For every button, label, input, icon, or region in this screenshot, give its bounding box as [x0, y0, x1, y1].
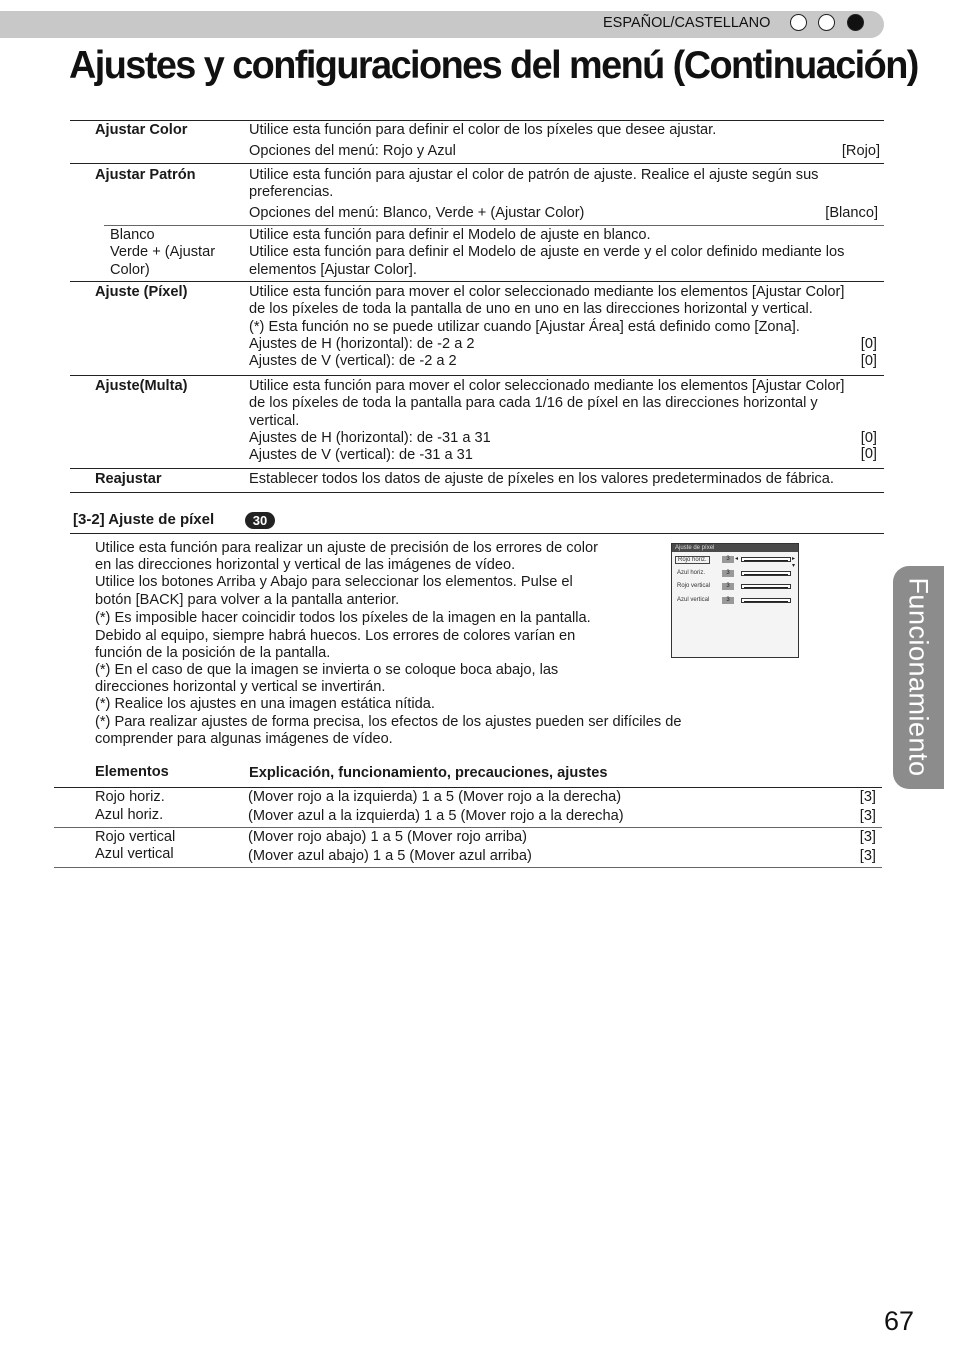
row-desc: preferencias. — [249, 184, 334, 200]
table-row-desc: (Mover rojo abajo) 1 a 5 (Mover rojo arriba) — [248, 829, 528, 845]
page-title: Ajustes y configuraciones del menú (Continuación) — [69, 44, 918, 87]
row-range: Ajustes de V (vertical): de -2 a 2 — [249, 353, 457, 369]
row-options: Opciones del menú: Rojo y Azul — [249, 143, 456, 159]
paragraph-line: comprender para algunas imágenes de vídeo. — [95, 731, 393, 747]
row-desc: Utilice esta función para definir el color de los píxeles que desee ajustar. — [249, 122, 717, 138]
section-side-tab — [893, 566, 944, 789]
paragraph-line: (*) Para realizar ajustes de forma precisa, los efectos de los ajustes pueden ser difíciles de — [95, 714, 682, 730]
row-default: [0] — [860, 446, 877, 462]
table-row-desc: (Mover azul abajo) 1 a 5 (Mover azul arriba) — [248, 848, 532, 864]
circle-indicator-1 — [790, 14, 807, 31]
row-default: [0] — [860, 353, 877, 369]
row-desc: Utilice esta función para mover el color seleccionado mediante los elementos [Ajustar Color] — [249, 284, 845, 300]
osd-item-value: 3 — [722, 583, 734, 590]
osd-item-value: 3 — [722, 597, 734, 604]
section-rule — [70, 533, 884, 534]
row-divider — [70, 281, 884, 282]
row-default: [0] — [860, 430, 877, 446]
osd-item-label: Azul horiz. — [677, 570, 706, 576]
sub-desc: elementos [Ajustar Color]. — [249, 262, 417, 278]
row-divider — [70, 163, 884, 164]
paragraph-line: (*) Es imposible hacer coincidir todos los píxeles de la imagen en la pantalla. — [95, 610, 591, 626]
osd-menu-title: Ajuste de píxel — [672, 544, 798, 552]
row-default: [0] — [860, 336, 877, 352]
row-divider — [70, 375, 884, 376]
row-desc: Establecer todos los datos de ajuste de píxeles en los valores predeterminados de fábrica. — [249, 471, 834, 487]
row-default: [Rojo] — [841, 143, 880, 159]
page-reference-badge: 30 — [245, 512, 275, 529]
osd-item-label: Azul vertical — [677, 597, 710, 603]
language-label: ESPAÑOL/CASTELLANO — [603, 15, 771, 31]
section-heading: [3-2] Ajuste de píxel — [73, 511, 215, 528]
table-row-item: Azul vertical — [95, 846, 174, 862]
osd-item-label: Rojo horiz. — [675, 556, 710, 564]
row-label-ajuste-multa: Ajuste(Multa) — [95, 378, 188, 394]
paragraph-line: (*) En el caso de que la imagen se invierta o se coloque boca abajo, las — [95, 662, 559, 678]
table-header-elementos: Elementos — [95, 764, 169, 780]
sub-desc: Utilice esta función para definir el Modelo de ajuste en blanco. — [249, 227, 651, 243]
circle-indicator-3-filled — [847, 14, 864, 31]
down-arrow-icon: ▾ — [792, 563, 796, 569]
row-label-ajustar-color: Ajustar Color — [95, 122, 188, 138]
paragraph-line: direcciones horizontal y vertical se invertirán. — [95, 679, 386, 695]
row-desc: Utilice esta función para mover el color seleccionado mediante los elementos [Ajustar Color] — [249, 378, 845, 394]
table-row-item: Azul horiz. — [95, 807, 164, 823]
right-arrow-icon: ▸ — [792, 556, 796, 562]
paragraph-line: en las direcciones horizontal y vertical de las imágenes de vídeo. — [95, 557, 516, 573]
table-top-rule — [70, 120, 884, 121]
row-divider — [70, 468, 884, 469]
row-note: (*) Esta función no se puede utilizar cuando [Ajustar Área] está definido como [Zona]. — [249, 319, 800, 335]
page-number: 67 — [884, 1306, 915, 1336]
row-default: [Blanco] — [825, 205, 878, 221]
table-row-item: Rojo horiz. — [95, 789, 165, 805]
row-range: Ajustes de H (horizontal): de -31 a 31 — [249, 430, 491, 446]
row-desc: de los píxeles de toda la pantalla de uno en uno en las direcciones horizontal y vertical. — [249, 301, 813, 317]
table-bottom-rule — [70, 492, 884, 493]
row-label-ajuste-pixel: Ajuste (Píxel) — [95, 284, 188, 300]
row-label-reajustar: Reajustar — [95, 471, 162, 487]
row-desc: Utilice esta función para ajustar el color de patrón de ajuste. Realice el ajuste según sus — [249, 167, 819, 183]
osd-slider — [741, 584, 791, 589]
paragraph-line: Utilice esta función para realizar un ajuste de precisión de los errores de color — [95, 540, 598, 556]
left-arrow-icon: ◂ — [735, 556, 739, 562]
paragraph-line: función de la posición de la pantalla. — [95, 645, 331, 661]
table-row-default: [3] — [859, 829, 876, 845]
sub-row-divider — [104, 225, 884, 226]
table-header-explicacion: Explicación, funcionamiento, precauciones, ajustes — [249, 765, 608, 781]
row-label-ajustar-patron: Ajustar Patrón — [95, 167, 196, 183]
sub-desc: Utilice esta función para definir el Modelo de ajuste en verde y el color definido mediante los — [249, 244, 845, 260]
table-row-default: [3] — [859, 789, 876, 805]
paragraph-line: botón [BACK] para volver a la pantalla anterior. — [95, 592, 400, 608]
side-tab-label: Funcionamiento — [903, 577, 934, 777]
osd-menu-screenshot — [671, 543, 799, 658]
table-row-default: [3] — [859, 848, 876, 864]
osd-item-label: Rojo vertical — [677, 583, 711, 589]
osd-item-value: 3 — [722, 570, 734, 577]
table-row-desc: (Mover azul a la izquierda) 1 a 5 (Mover rojo a la derecha) — [248, 808, 624, 824]
table-row-default: [3] — [859, 808, 876, 824]
table-row-desc: (Mover rojo a la izquierda) 1 a 5 (Mover rojo a la derecha) — [248, 789, 622, 805]
paragraph-line: Debido al equipo, siempre habrá huecos. Los errores de colores varían en — [95, 628, 576, 644]
paragraph-line: (*) Realice los ajustes en una imagen estática nítida. — [95, 696, 435, 712]
table-header-rule — [54, 787, 882, 788]
table-row-item: Rojo vertical — [95, 829, 176, 845]
row-range: Ajustes de V (vertical): de -31 a 31 — [249, 447, 473, 463]
table-row-divider — [54, 827, 882, 828]
paragraph-line: Utilice los botones Arriba y Abajo para seleccionar los elementos. Pulse el — [95, 574, 573, 590]
row-range: Ajustes de H (horizontal): de -2 a 2 — [249, 336, 475, 352]
row-desc: vertical. — [249, 413, 300, 429]
sub-label: Verde + (Ajustar — [110, 244, 216, 260]
osd-slider — [741, 571, 791, 576]
osd-item-value: 3 — [722, 556, 734, 563]
osd-slider — [741, 598, 791, 603]
sub-label: Blanco — [110, 227, 155, 243]
row-desc: de los píxeles de toda la pantalla para cada 1/16 de píxel en las direcciones horizontal y — [249, 395, 818, 411]
circle-indicator-2 — [818, 14, 835, 31]
osd-slider — [741, 557, 791, 562]
table-bottom-rule — [54, 867, 882, 868]
sub-label: Color) — [110, 262, 150, 278]
row-options: Opciones del menú: Blanco, Verde + (Ajustar Color) — [249, 205, 585, 221]
